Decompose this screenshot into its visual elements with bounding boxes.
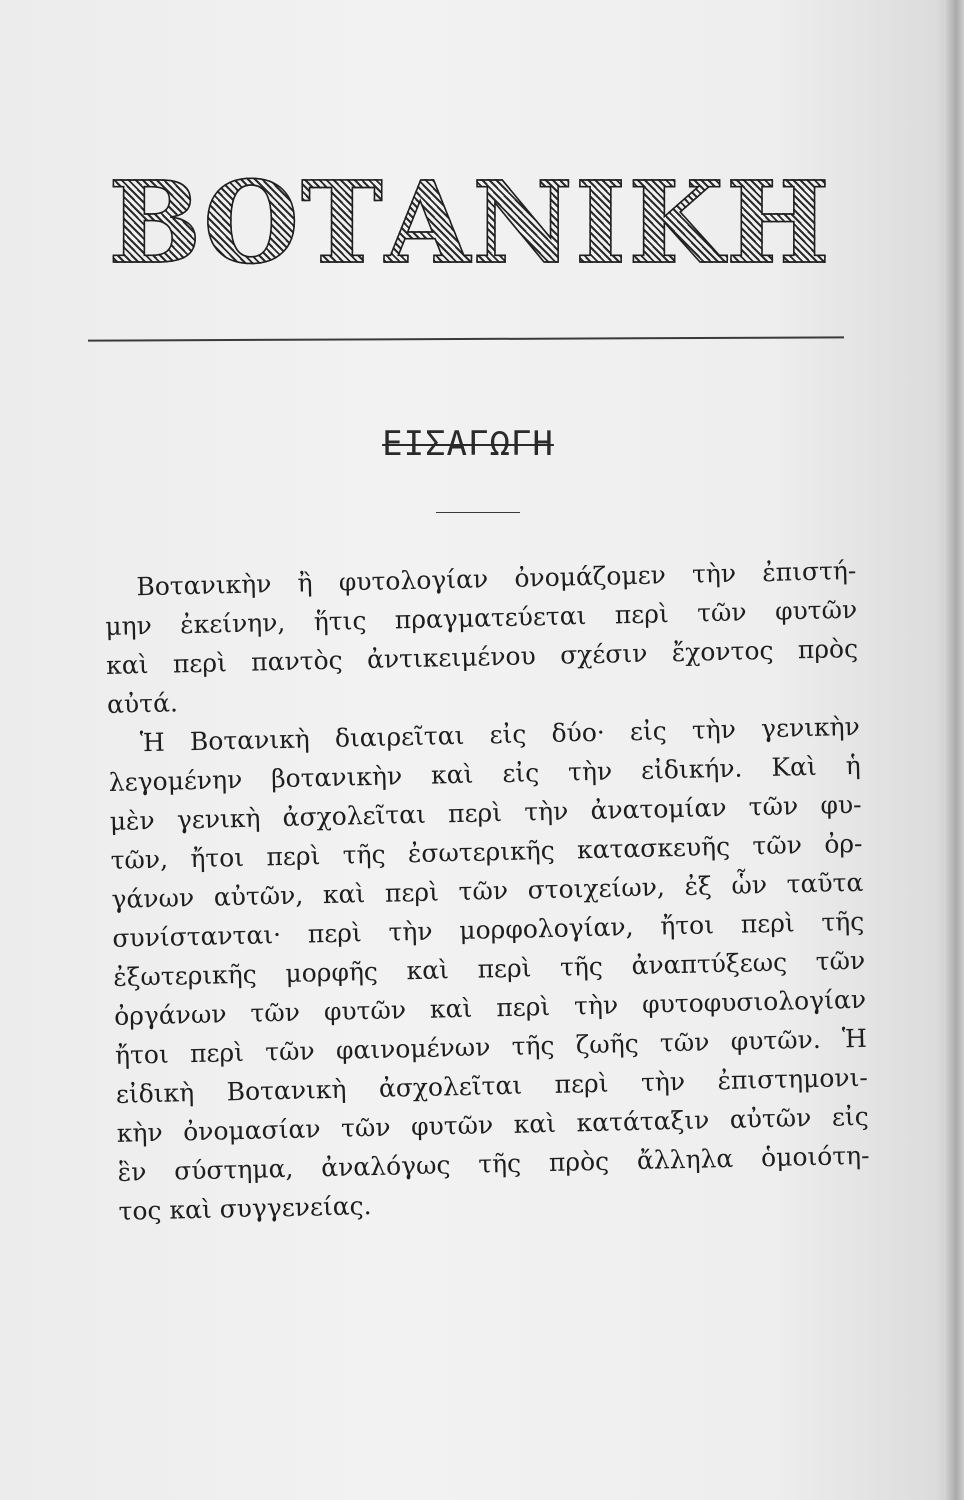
text-line: ἤτοι περὶ τῶν φαινομένων τῆς ζωῆς τῶν φυτῶν. Ἡ [114,1023,868,1070]
text-line: κὴν ὀνομασίαν τῶν φυτῶν καὶ κατάταξιν αὐτῶν εἰς [116,1101,869,1148]
text-line: Ἡ Βοτανικὴ διαιρεῖται εἰς δύο· εἰς τὴν γενικὴν [139,711,861,758]
text-line: λεγομένην βοτανικὴν καὶ εἰς τὴν εἰδικήν. Καὶ ἡ [108,750,862,797]
text-line: μην ἐκείνην, ἥτις πραγματεύεται περὶ τῶν φυτῶν [104,594,858,641]
text-line: καὶ περὶ παντὸς ἀντικειμένου σχέσιν ἔχοντος πρὸς [105,633,859,680]
title-rule [88,336,844,341]
text-line: ὀργάνων τῶν φυτῶν καὶ περὶ τὴν φυτοφυσιολογίαν [113,984,867,1031]
text-line: τῶν, ἤτοι περὶ τῆς ἐσωτερικῆς κατασκευῆς τῶν ὀρ- [110,828,863,875]
text-line: εἰδικὴ Βοτανικὴ ἀσχολεῖται περὶ τὴν ἐπιστημονι- [115,1062,869,1109]
page-edge-shadow [944,0,964,1500]
text-line: ἐξωτερικῆς μορφῆς καὶ περὶ τῆς ἀναπτύξεως τῶν [112,945,866,992]
text-line: ἓν σύστημα, ἀναλόγως τῆς πρὸς ἄλληλα ὁμοιότη- [117,1140,870,1187]
text-line: τος καὶ συγγενείας. [118,1191,372,1226]
text-line: γάνων αὐτῶν, καὶ περὶ τῶν στοιχείων, ἐξ ὧν ταῦτα [111,867,864,914]
text-line: μὲν γενικὴ ἀσχολεῖται περὶ τὴν ἀνατομίαν τῶν φυ- [109,789,862,836]
body-text [104,551,871,1231]
page-title: ΒΟΤΑΝΙΚΗ [90,167,850,279]
text-line: Βοτανικὴν ἢ φυτολογίαν ὀνομάζομεν τὴν ἐπιστή- [136,555,857,602]
text-line: συνίστανται· περὶ τὴν μορφολογίαν, ἤτοι περὶ τῆς [112,906,865,953]
section-heading: ΕΙΣΑΓΩΓΗ [382,424,554,464]
text-line: αὐτά. [106,688,179,719]
section-rule [436,512,520,513]
